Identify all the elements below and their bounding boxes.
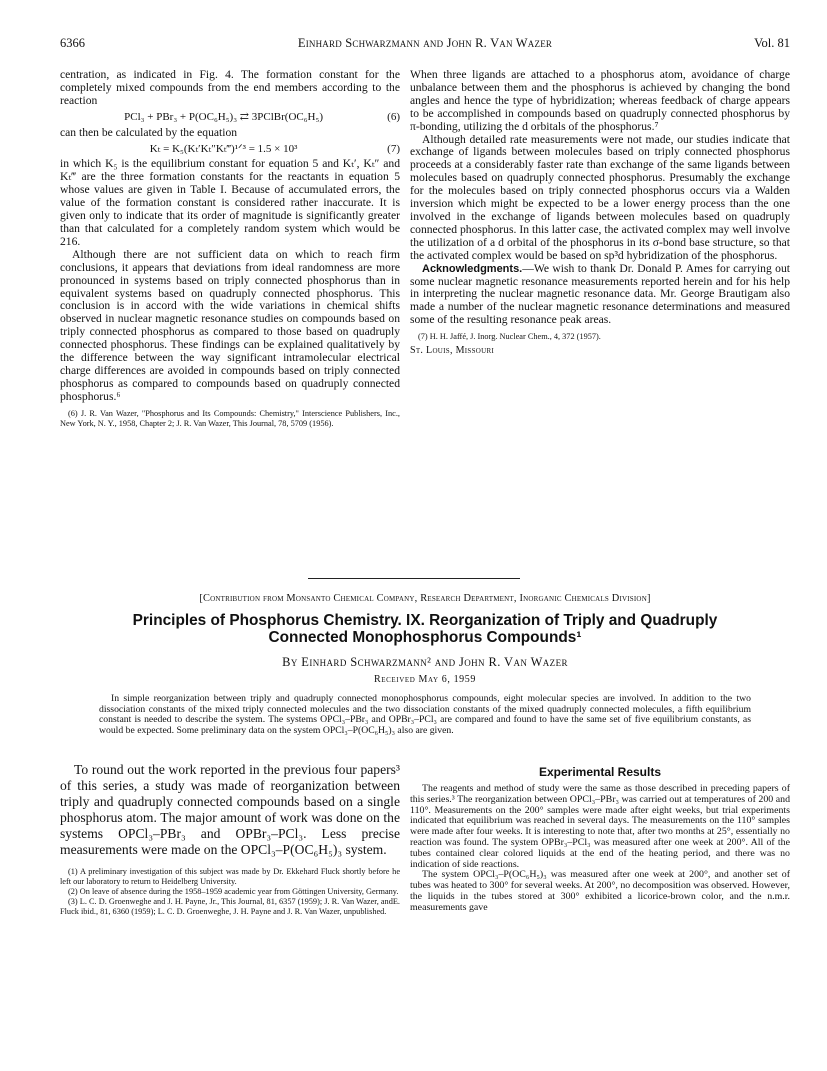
footnote-6: (6) J. R. Van Wazer, "Phosphorus and Its Compounds: Chemistry," Interscience Publishers, Inc., New York, N. Y., 1958, Chapter 2; J. R. Van Wazer, This Journal, 78, 5709 (1956). [60, 408, 400, 428]
paragraph: can then be calculated by the equation [60, 125, 238, 139]
paragraph: The system OPCl₃–P(OC₆H₅)₃ was measured after one week at 200°, and another set of tubes was heated to 300° for several weeks. At 200°, no decomposition was observed. However, the liquids in the tubes stored at 300° exhibited a licorice-brown color, and the n.m.r. measurements gave [410, 869, 790, 913]
paragraph: Although detailed rate measurements were not made, our studies indicate that exchange of ligands between molecules based on triply connected phosphorus proceeds at a considerably faster rate than exchange of the same ligands between molecules based on quadruply connected phosphorus. Presumably the exchange for the molecules based on triply connected phosphorus occurs via a Walden inversion which might be expected to be a lower energy process than the one involved in the exchange of ligands between molecules based on quadruply connected phosphorus. In this latter case, the activated complex may well involve the utilization of a d orbital of the phosphorus in its σ-bond base structure, so that the activated complex would be based on sp³d hybridization of the phosphorus. [410, 132, 790, 262]
volume-label: Vol. 81 [754, 36, 790, 50]
acknowledgments-paragraph [410, 263, 790, 328]
experimental-column [410, 765, 790, 914]
left-column-continued [60, 69, 400, 429]
title-line: Connected Monophosphorus Compounds¹ [268, 629, 582, 646]
abstract [99, 694, 751, 736]
paragraph: centration, as indicated in Fig. 4. The formation constant for the completely mixed compounds from the end members according to the reaction [60, 68, 400, 107]
introduction [60, 762, 400, 858]
title-line: Principles of Phosphorus Chemistry. IX. Reorganization of Triply and Quadruply [132, 612, 718, 629]
equation-6 [60, 111, 400, 124]
equation-text: Kₜ = K₅(Kₜ′Kₜ″Kₜ‴)¹ᐟ³ = 1.5 × 10³ [149, 142, 298, 155]
footnote-3: (3) L. C. D. Groenweghe and J. H. Payne, Jr., This Journal, 81, 6357 (1959); J. R. Van Wazer, andE. Fluck ibid., 81, 6360 (1959); L. C. D. Groenweghe, J. H. Payne and J. R. Van Wazer, unpublished. [60, 897, 400, 916]
article-title [70, 612, 780, 646]
footnotes [410, 332, 790, 342]
byline: By Einhard Schwarzmann² and John R. Van Wazer [282, 655, 568, 669]
abstract-text: In simple reorganization between triply and quadruply connected monophosphorus compounds, eight molecular species are involved. In addition to the two dissociation constants of the mixed triply connected molecules and the two dissociation constants of the mixed quadruply connected molecules, a fifth equilibrium constant is needed to describe the system. The systems OPCl₃–PBr₃ and OPBr₃–PCl₃ are compared and found to have the same set of five equilibrium constants, as would be expected. Some preliminary data on the system OPCl₃–P(OC₆H₅)₃ also are given. [99, 693, 751, 736]
paragraph: Although there are not sufficient data on which to reach firm conclusions, it appears that deviations from ideal randomness are more pronounced in systems based on triply connected phosphorus than in equivalent systems based on quadruply connected phosphorus. This conclusion is in accord with the wide variations in chemical shifts observed in nuclear magnetic resonance studies on compounds based on triply connected phosphorus as compared to those based on quadruply connected phosphorus. These findings can be explained qualitatively by the difference between the way significant intramolecular electrical charge differences are avoided in compounds based on triply connected phosphorus as compared to compounds based on quadruply connected phosphorus.⁶ [60, 247, 400, 403]
received-date: Received May 6, 1959 [374, 674, 476, 685]
running-head-authors: Einhard Schwarzmann and John R. Van Wazer [297, 36, 553, 50]
equation-7 [60, 143, 400, 156]
paragraph: To round out the work reported in the previous four papers³ of this series, a study was made of reorganization between triply and quadruply connected compounds based on a single phosphorus atom. The major amount of work was done on the systems OPCl₃–PBr₃ and OPBr₃–PCl₃. Less precise measurements were made on the OPCl₃–P(OC₆H₅)₃ system. [60, 762, 400, 857]
experimental-text [410, 784, 790, 914]
running-head [60, 36, 790, 52]
equation-number: (7) [387, 142, 400, 155]
equation-number: (6) [387, 110, 400, 123]
paragraph: The reagents and method of study were the same as those described in preceding papers of this series.³ The reorganization between OPCl₃–PBr₃ was carried out at temperatures of 200 and 110°. Measurements on the 200° samples were made after eight weeks, but trial experiments indicated that equilibrium was reached in several days. The measurements on the 110° samples were made after four weeks. It is interesting to note that, after two months at 25°, essentially no reaction was found. The system OPBr₃–PCl₃ was measured after one week at 200°. All of the tubes contained clear colored liquids at the end of the heating period, and there was no indication of side reactions. [410, 783, 790, 870]
section-heading: Experimental Results [538, 765, 662, 779]
acknowledgments-text: —We wish to thank Dr. Donald P. Ames for carrying out some nuclear magnetic resonance measurements reported herein and for his help in interpreting the nuclear magnetic resonance data. Mr. George Brautigam also made a number of the nuclear magnetic resonance determinations and measured some of the resulting resonance peak areas. [410, 261, 790, 327]
footnote-1: (1) A preliminary investigation of this subject was made by Dr. Ekkehard Fluck shortly before he left our laboratory to return to Heidelberg University. [60, 867, 400, 886]
acknowledgments-heading: Acknowledgments. [422, 262, 523, 275]
paragraph: When three ligands are attached to a phosphorus atom, avoidance of charge unbalance between them and the phosphorus is achieved by changing the bond angles and hence the type of hybridization; whereas feedback of charge appears to be accomplished in compounds based on quadruply connected phosphorus by π-bonding, utilizing the d orbitals of the phosphorus.⁷ [410, 68, 790, 133]
contribution-line: [Contribution from Monsanto Chemical Company, Research Department, Inorganic Chemicals Division] [199, 593, 651, 604]
author-address: St. Louis, Missouri [410, 345, 495, 357]
page-number: 6366 [60, 36, 85, 50]
introduction-column [60, 762, 400, 917]
right-column-continued [410, 69, 790, 358]
footnotes [60, 867, 400, 917]
paragraph: in which K₅ is the equilibrium constant for equation 5 and Kₜ′, Kₜ″ and Kₜ‴ are the three formation constants for the reactants in equation 5 whose values are given in Table I. Because of accumulated errors, the value of the formation constant is considered rather inaccurate. It is given only to indicate that its order of magnitude is significantly greater than that calculated for a completely random system which would be 216. [60, 157, 400, 248]
article-separator [308, 578, 520, 579]
footnotes [60, 409, 400, 429]
footnote-7: (7) H. H. Jaffé, J. Inorg. Nuclear Chem., 4, 372 (1957). [418, 332, 601, 342]
equation-text: PCl₃ + PBr₃ + P(OC₆H₅)₃ ⇄ 3PClBr(OC₆H₅) [124, 110, 323, 123]
footnote-2: (2) On leave of absence during the 1958–1959 academic year from Göttingen University, Germany. [68, 887, 399, 896]
